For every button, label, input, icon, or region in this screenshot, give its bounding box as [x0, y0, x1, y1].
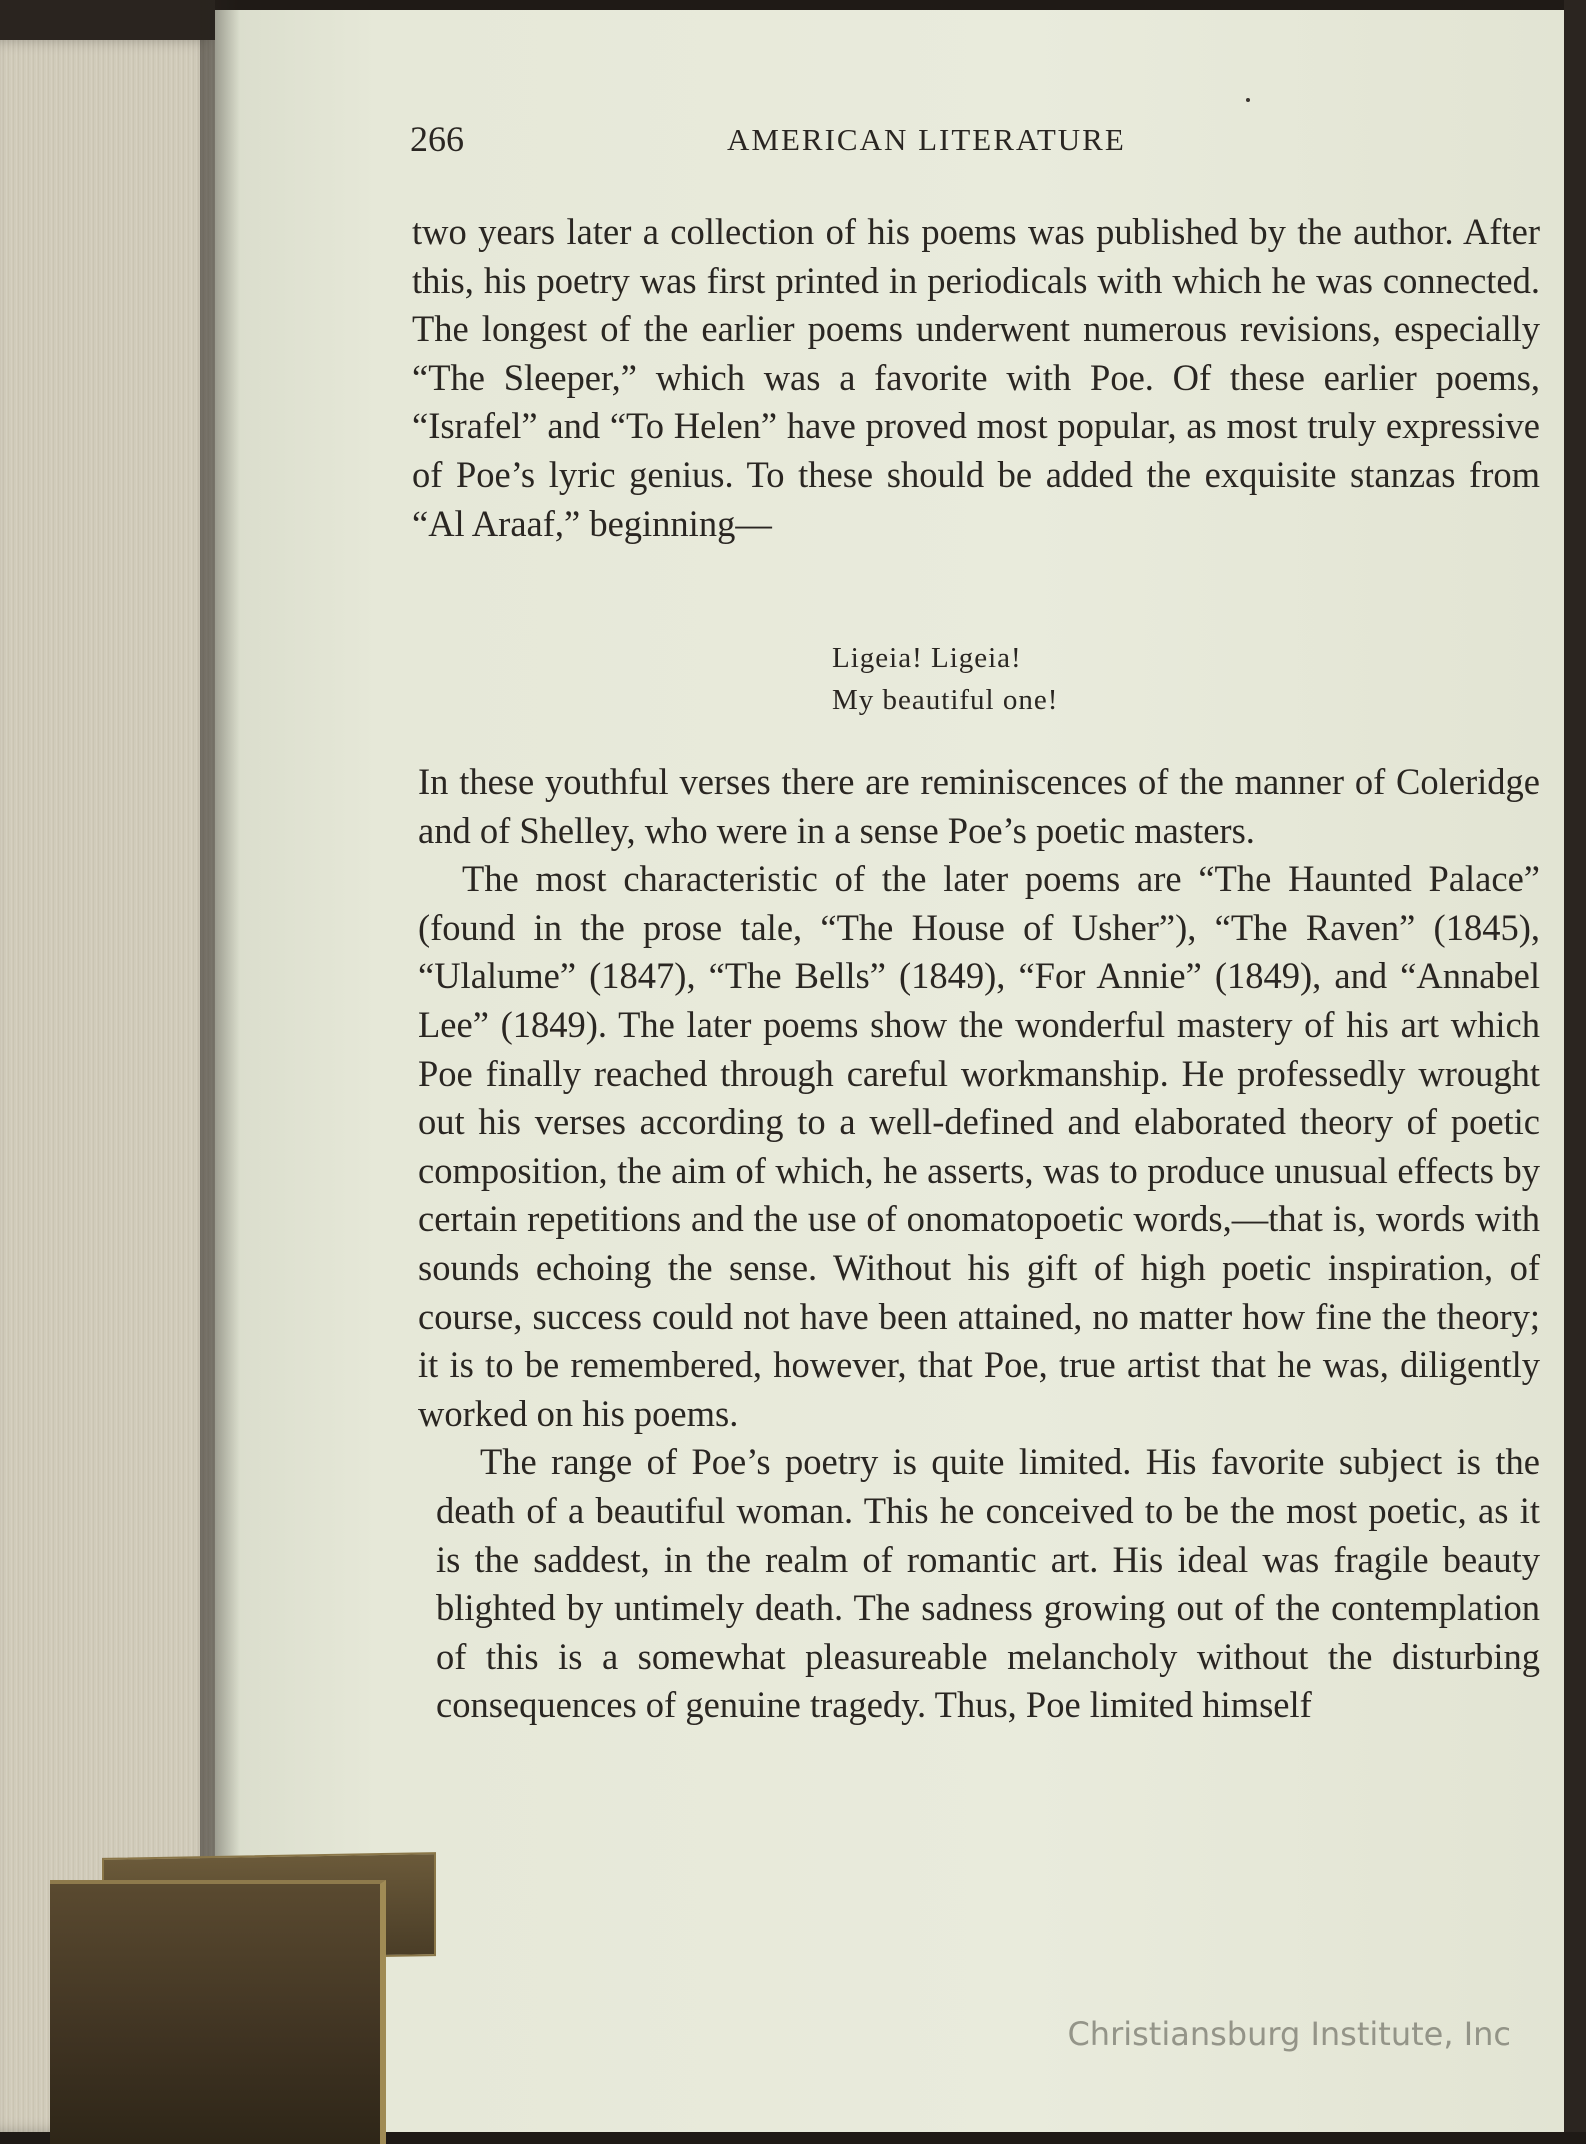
ink-speck: [1246, 98, 1250, 102]
poem-line: Ligeia! Ligeia!: [832, 642, 1022, 674]
watermark: Christiansburg Institute, Inc: [1067, 2015, 1511, 2053]
running-head: AMERICAN LITERATURE: [727, 122, 1126, 157]
background-right: [1564, 0, 1586, 2132]
gutter-shadow: [200, 0, 240, 2132]
paragraph: In these youthful verses there are reminiscences of the manner of Coleridge and of Shelley, who were in a sense Poe’s poetic masters.: [418, 761, 1540, 851]
paragraph: The most characteristic of the later poems are “The Haunted Palace” (found in the prose tale, “The House of Usher”), “The Raven” (1845), “Ulalume” (1847), “The Bells” (1849), “For Annie” (1849), and “Annabel Lee” (1849). The later poems show the wonderful mastery of his art which Poe finally reached through careful workmanship. He professedly wrought out his verses according to a well-defined and elaborated theory of poetic composition, the aim of which, he asserts, was to produce unusual effects by certain repetitions and the use of onomatopoetic words,—that is, words with sounds echoing the sense. Without his gift of high poetic inspiration, of course, success could not have been attained, no matter how fine the theory; it is to be remembered, however, that Poe, true artist that he was, diligently worked on his poems.: [418, 858, 1540, 1434]
paragraph: The range of Poe’s poetry is quite limited. His favorite subject is the death of a beautiful woman. This he conceived to be the most poetic, as it is the saddest, in the realm of romantic art. His ideal was fragile beauty blighted by untimely death. The sadness growing out of the contemplation of this is a somewhat pleasureable melancholy without the disturbing consequences of genuine tragedy. Thus, Poe limited himself: [436, 1441, 1540, 1726]
page-header: [0, 118, 1586, 162]
body-text-bottom: [418, 758, 1540, 1730]
page-number: 266: [410, 119, 464, 159]
paragraph: two years later a collection of his poems was published by the author. After this, his poetry was first printed in periodicals with which he was connected. The longest of the earlier poems underwent numerous revisions, especially “The Sleeper,” which was a favorite with Poe. Of these earlier poems, “Israfel” and “To Helen” have proved most popular, as most truly expressive of Poe’s lyric genius. To these should be added the exquisite stanzas from “Al Araaf,” beginning—: [412, 211, 1540, 544]
page-edges-stack: [0, 40, 215, 2132]
bookend-block: [50, 1880, 386, 2144]
poem-line: My beautiful one!: [832, 684, 1059, 716]
body-text-top: [412, 208, 1540, 548]
poem-quote: [832, 637, 1058, 721]
